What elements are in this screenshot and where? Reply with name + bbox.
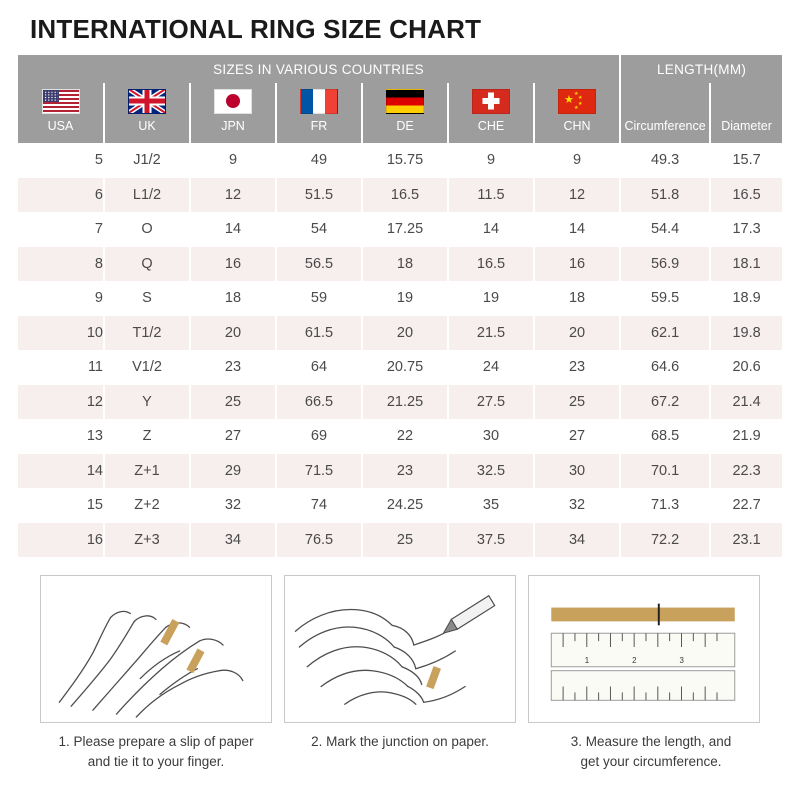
column-label-circumference: Circumference xyxy=(620,119,710,143)
cell-usa: 10 xyxy=(18,316,104,351)
flag-cell-fr xyxy=(276,83,362,119)
flag-cell-chn xyxy=(534,83,620,119)
cell-chn: 20 xyxy=(534,316,620,351)
step-3-caption xyxy=(512,732,776,771)
step-1-image xyxy=(40,575,272,723)
table-row xyxy=(18,523,782,558)
cell-de: 25 xyxy=(362,523,448,558)
table-row xyxy=(18,247,782,282)
cell-circumference: 67.2 xyxy=(620,385,710,420)
cell-fr: 74 xyxy=(276,488,362,523)
cell-che: 21.5 xyxy=(448,316,534,351)
cell-de: 16.5 xyxy=(362,178,448,213)
step-2-caption xyxy=(275,732,525,752)
cell-diameter: 22.7 xyxy=(710,488,782,523)
ruler-measuring-paper-strip-illustration xyxy=(529,576,759,722)
table-row xyxy=(18,488,782,523)
cell-fr: 49 xyxy=(276,143,362,178)
flag-cell-che xyxy=(448,83,534,119)
flag-uk-icon xyxy=(128,89,166,114)
cell-usa: 11 xyxy=(18,350,104,385)
column-label-usa: USA xyxy=(18,119,104,143)
column-label-diameter: Diameter xyxy=(710,119,782,143)
cell-chn: 27 xyxy=(534,419,620,454)
cell-che: 27.5 xyxy=(448,385,534,420)
cell-usa: 6 xyxy=(18,178,104,213)
cell-che: 35 xyxy=(448,488,534,523)
table-column-label-row xyxy=(18,119,782,143)
flag-cell-usa xyxy=(18,83,104,119)
cell-circumference: 56.9 xyxy=(620,247,710,282)
cell-usa: 16 xyxy=(18,523,104,558)
step-2-caption-line1: 2. Mark the junction on paper. xyxy=(311,734,489,749)
svg-text:3: 3 xyxy=(679,655,684,665)
flag-cell-circumference xyxy=(620,83,710,119)
cell-fr: 61.5 xyxy=(276,316,362,351)
cell-circumference: 51.8 xyxy=(620,178,710,213)
cell-che: 14 xyxy=(448,212,534,247)
flag-cell-diameter xyxy=(710,83,782,119)
step-3-caption-line2: get your circumference. xyxy=(580,753,722,769)
cell-diameter: 18.1 xyxy=(710,247,782,282)
cell-usa: 12 xyxy=(18,385,104,420)
cell-chn: 30 xyxy=(534,454,620,489)
cell-uk: J1/2 xyxy=(104,143,190,178)
table-row xyxy=(18,316,782,351)
cell-chn: 12 xyxy=(534,178,620,213)
cell-diameter: 17.3 xyxy=(710,212,782,247)
cell-uk: Y xyxy=(104,385,190,420)
cell-uk: Z xyxy=(104,419,190,454)
column-label-de: DE xyxy=(362,119,448,143)
cell-fr: 71.5 xyxy=(276,454,362,489)
cell-jpn: 20 xyxy=(190,316,276,351)
cell-che: 9 xyxy=(448,143,534,178)
cell-de: 15.75 xyxy=(362,143,448,178)
cell-diameter: 18.9 xyxy=(710,281,782,316)
group-header-length: LENGTH(MM) xyxy=(620,55,782,83)
cell-de: 22 xyxy=(362,419,448,454)
table-row xyxy=(18,454,782,489)
cell-chn: 16 xyxy=(534,247,620,282)
cell-uk: O xyxy=(104,212,190,247)
flag-cell-jpn xyxy=(190,83,276,119)
page-title: INTERNATIONAL RING SIZE CHART xyxy=(30,14,482,44)
cell-circumference: 70.1 xyxy=(620,454,710,489)
cell-usa: 14 xyxy=(18,454,104,489)
cell-usa: 5 xyxy=(18,143,104,178)
cell-circumference: 49.3 xyxy=(620,143,710,178)
cell-jpn: 32 xyxy=(190,488,276,523)
cell-jpn: 14 xyxy=(190,212,276,247)
step-1-caption xyxy=(31,732,281,771)
step-2-image xyxy=(284,575,516,723)
cell-uk: L1/2 xyxy=(104,178,190,213)
flag-cell-de xyxy=(362,83,448,119)
cell-jpn: 25 xyxy=(190,385,276,420)
cell-jpn: 16 xyxy=(190,247,276,282)
cell-usa: 15 xyxy=(18,488,104,523)
step-3 xyxy=(528,575,760,771)
table-row xyxy=(18,143,782,178)
cell-che: 16.5 xyxy=(448,247,534,282)
table-row xyxy=(18,385,782,420)
cell-chn: 25 xyxy=(534,385,620,420)
flag-france-icon xyxy=(300,89,338,114)
cell-che: 19 xyxy=(448,281,534,316)
cell-diameter: 20.6 xyxy=(710,350,782,385)
cell-jpn: 9 xyxy=(190,143,276,178)
hand-with-paper-strip-illustration xyxy=(41,576,271,722)
cell-de: 20.75 xyxy=(362,350,448,385)
cell-circumference: 64.6 xyxy=(620,350,710,385)
cell-diameter: 21.9 xyxy=(710,419,782,454)
table-row xyxy=(18,419,782,454)
step-3-image xyxy=(528,575,760,723)
cell-uk: V1/2 xyxy=(104,350,190,385)
cell-diameter: 16.5 xyxy=(710,178,782,213)
table-flag-row xyxy=(18,83,782,119)
flag-usa-icon xyxy=(42,89,80,114)
cell-usa: 13 xyxy=(18,419,104,454)
cell-fr: 51.5 xyxy=(276,178,362,213)
step-1 xyxy=(40,575,272,771)
cell-che: 32.5 xyxy=(448,454,534,489)
cell-usa: 7 xyxy=(18,212,104,247)
column-label-uk: UK xyxy=(104,119,190,143)
cell-diameter: 23.1 xyxy=(710,523,782,558)
table-row xyxy=(18,350,782,385)
flag-germany-icon xyxy=(386,89,424,114)
step-1-caption-line2: and tie it to your finger. xyxy=(87,753,225,769)
column-label-che: CHE xyxy=(448,119,534,143)
cell-chn: 14 xyxy=(534,212,620,247)
group-header-countries: SIZES IN VARIOUS COUNTRIES xyxy=(18,55,620,83)
cell-fr: 69 xyxy=(276,419,362,454)
cell-de: 19 xyxy=(362,281,448,316)
cell-usa: 8 xyxy=(18,247,104,282)
cell-de: 21.25 xyxy=(362,385,448,420)
cell-de: 18 xyxy=(362,247,448,282)
flag-china-icon: ★ ★ ★ ★ ★ xyxy=(558,89,596,114)
cell-che: 37.5 xyxy=(448,523,534,558)
table-row xyxy=(18,178,782,213)
cell-fr: 64 xyxy=(276,350,362,385)
cell-diameter: 19.8 xyxy=(710,316,782,351)
cell-de: 17.25 xyxy=(362,212,448,247)
cell-jpn: 29 xyxy=(190,454,276,489)
cell-de: 24.25 xyxy=(362,488,448,523)
flag-cell-uk xyxy=(104,83,190,119)
cell-jpn: 27 xyxy=(190,419,276,454)
cell-fr: 76.5 xyxy=(276,523,362,558)
table-row xyxy=(18,281,782,316)
cell-de: 23 xyxy=(362,454,448,489)
cell-fr: 66.5 xyxy=(276,385,362,420)
svg-text:1: 1 xyxy=(584,655,590,665)
cell-uk: Z+2 xyxy=(104,488,190,523)
cell-de: 20 xyxy=(362,316,448,351)
ring-size-table xyxy=(18,55,782,557)
column-label-jpn: JPN xyxy=(190,119,276,143)
cell-jpn: 12 xyxy=(190,178,276,213)
cell-chn: 32 xyxy=(534,488,620,523)
flag-switzerland-icon xyxy=(472,89,510,114)
cell-uk: T1/2 xyxy=(104,316,190,351)
cell-circumference: 72.2 xyxy=(620,523,710,558)
cell-circumference: 62.1 xyxy=(620,316,710,351)
flag-japan-icon xyxy=(214,89,252,114)
cell-fr: 56.5 xyxy=(276,247,362,282)
hand-marking-paper-with-pen-illustration xyxy=(285,576,515,722)
step-1-caption-line1: 1. Please prepare a slip of paper xyxy=(58,734,254,749)
cell-uk: S xyxy=(104,281,190,316)
cell-chn: 23 xyxy=(534,350,620,385)
cell-uk: Z+3 xyxy=(104,523,190,558)
cell-uk: Z+1 xyxy=(104,454,190,489)
step-2 xyxy=(284,575,516,771)
cell-diameter: 21.4 xyxy=(710,385,782,420)
step-3-caption-line1: 3. Measure the length, and xyxy=(570,734,732,749)
cell-chn: 34 xyxy=(534,523,620,558)
cell-circumference: 59.5 xyxy=(620,281,710,316)
cell-circumference: 71.3 xyxy=(620,488,710,523)
cell-jpn: 34 xyxy=(190,523,276,558)
cell-circumference: 54.4 xyxy=(620,212,710,247)
cell-che: 24 xyxy=(448,350,534,385)
cell-diameter: 15.7 xyxy=(710,143,782,178)
cell-jpn: 18 xyxy=(190,281,276,316)
svg-text:2: 2 xyxy=(632,655,637,665)
cell-chn: 9 xyxy=(534,143,620,178)
instruction-steps xyxy=(18,557,782,771)
cell-che: 30 xyxy=(448,419,534,454)
cell-chn: 18 xyxy=(534,281,620,316)
cell-circumference: 68.5 xyxy=(620,419,710,454)
cell-uk: Q xyxy=(104,247,190,282)
cell-fr: 54 xyxy=(276,212,362,247)
cell-fr: 59 xyxy=(276,281,362,316)
column-label-fr: FR xyxy=(276,119,362,143)
cell-jpn: 23 xyxy=(190,350,276,385)
cell-diameter: 22.3 xyxy=(710,454,782,489)
column-label-chn: CHN xyxy=(534,119,620,143)
table-group-header-row xyxy=(18,55,782,83)
cell-usa: 9 xyxy=(18,281,104,316)
table-row xyxy=(18,212,782,247)
cell-che: 11.5 xyxy=(448,178,534,213)
